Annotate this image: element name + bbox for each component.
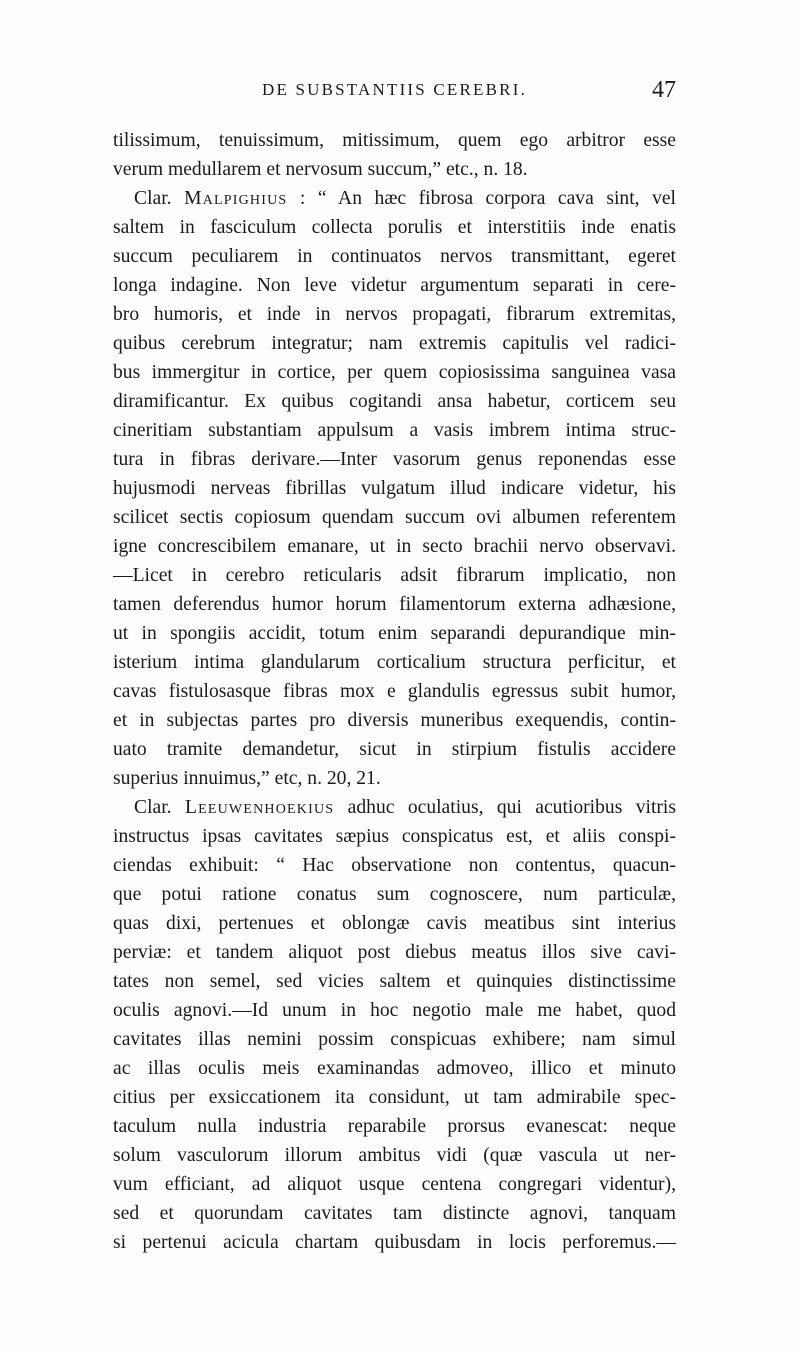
- text-line: instructus ipsas cavitates sæpius conspicatus est, et aliis conspi-: [113, 826, 676, 847]
- text-line: scilicet sectis copiosum quendam succum ovi albumen referentem: [113, 507, 676, 528]
- text-line: ac illas oculis meis examinandas admoveo, illico et minuto: [113, 1058, 676, 1079]
- text-line: bro humoris, et inde in nervos propagati, fibrarum extremitas,: [113, 304, 676, 325]
- author-name-leeuwenhoekius: Leeuwenhoekius: [184, 797, 335, 818]
- text-line: sed et quorundam cavitates tam distincte agnovi, tanquam: [113, 1203, 676, 1224]
- text-line: tamen deferendus humor horum filamentorum externa adhæsione,: [113, 594, 676, 615]
- text-line: tates non semel, sed vicies saltem et quinquies distinctissime: [113, 971, 676, 992]
- text-line: superius innuimus,” etc, n. 20, 21.: [113, 768, 381, 789]
- running-title: DE SUBSTANTIIS CEREBRI.: [261, 80, 528, 99]
- text-line: taculum nulla industria reparabile prorsus evanescat: neque: [113, 1116, 676, 1137]
- text-line: succum peculiarem in continuatos nervos transmittant, egeret: [113, 246, 676, 267]
- body-text: [113, 126, 676, 1257]
- text-line: igne concrescibilem emanare, ut in secto brachii nervo observavi.: [113, 536, 676, 557]
- text-line: si pertenui acicula chartam quibusdam in locis perforemus.—: [113, 1232, 676, 1253]
- text-line: longa indagine. Non leve videtur argumentum separati in cere-: [113, 275, 676, 296]
- text-line: oculis agnovi.—Id unum in hoc negotio male me habet, quod: [113, 1000, 676, 1021]
- text-line: Clar. Leeuwenhoekius adhuc oculatius, qui acutioribus vitris: [134, 797, 677, 818]
- text-line: cineritiam substantiam appulsum a vasis imbrem intima struc-: [113, 420, 676, 441]
- text-line: citius per exsiccationem ita considunt, ut tam admirabile spec-: [113, 1087, 676, 1108]
- text-line: verum medullarem et nervosum succum,” etc., n. 18.: [113, 159, 528, 180]
- text-line: tilissimum, tenuissimum, mitissimum, quem ego arbitror esse: [113, 130, 676, 151]
- text-line: bus immergitur in cortice, per quem copiosissima sanguinea vasa: [113, 362, 676, 383]
- page-number: 47: [652, 77, 676, 103]
- text-line: cavas fistulosasque fibras mox e glandulis egressus subit humor,: [113, 681, 676, 702]
- text-line: ciendas exhibuit: “ Hac observatione non contentus, quacun-: [113, 855, 676, 876]
- text-line: et in subjectas partes pro diversis muneribus exequendis, contin-: [113, 710, 676, 731]
- text-line: —Licet in cerebro reticularis adsit fibrarum implicatio, non: [113, 565, 676, 586]
- text-line: uato tramite demandetur, sicut in stirpium fistulis accidere: [113, 739, 676, 760]
- text-line: solum vasculorum illorum ambitus vidi (quæ vascula ut ner-: [113, 1145, 676, 1166]
- text-line: Clar. Malpighius : “ An hæc fibrosa corpora cava sint, vel: [134, 188, 677, 209]
- text-line: tura in fibras derivare.—Inter vasorum genus reponendas esse: [113, 449, 676, 470]
- text-line: perviæ: et tandem aliquot post diebus meatus illos sive cavi-: [113, 942, 676, 963]
- text-line: isterium intima glandularum corticalium structura perficitur, et: [113, 652, 676, 673]
- text-line: quas dixi, pertenues et oblongæ cavis meatibus sint interius: [113, 913, 676, 934]
- text-line: cavitates illas nemini possim conspicuas exhibere; nam simul: [113, 1029, 676, 1050]
- text-line: ut in spongiis accidit, totum enim separandi depurandique min-: [113, 623, 676, 644]
- text-line: que potui ratione conatus sum cognoscere, num particulæ,: [113, 884, 676, 905]
- running-head: [113, 77, 676, 108]
- text-line: vum efficiant, ad aliquot usque centena congregari videntur),: [113, 1174, 676, 1195]
- text-line: saltem in fasciculum collecta porulis et interstitiis inde enatis: [113, 217, 676, 238]
- text-line: hujusmodi nerveas fibrillas vulgatum illud indicare videtur, his: [113, 478, 676, 499]
- author-name-malpighius: Malpighius: [184, 188, 288, 209]
- text-line: quibus cerebrum integratur; nam extremis capitulis vel radici-: [113, 333, 676, 354]
- text-line: diramificantur. Ex quibus cogitandi ansa habetur, corticem seu: [113, 391, 676, 412]
